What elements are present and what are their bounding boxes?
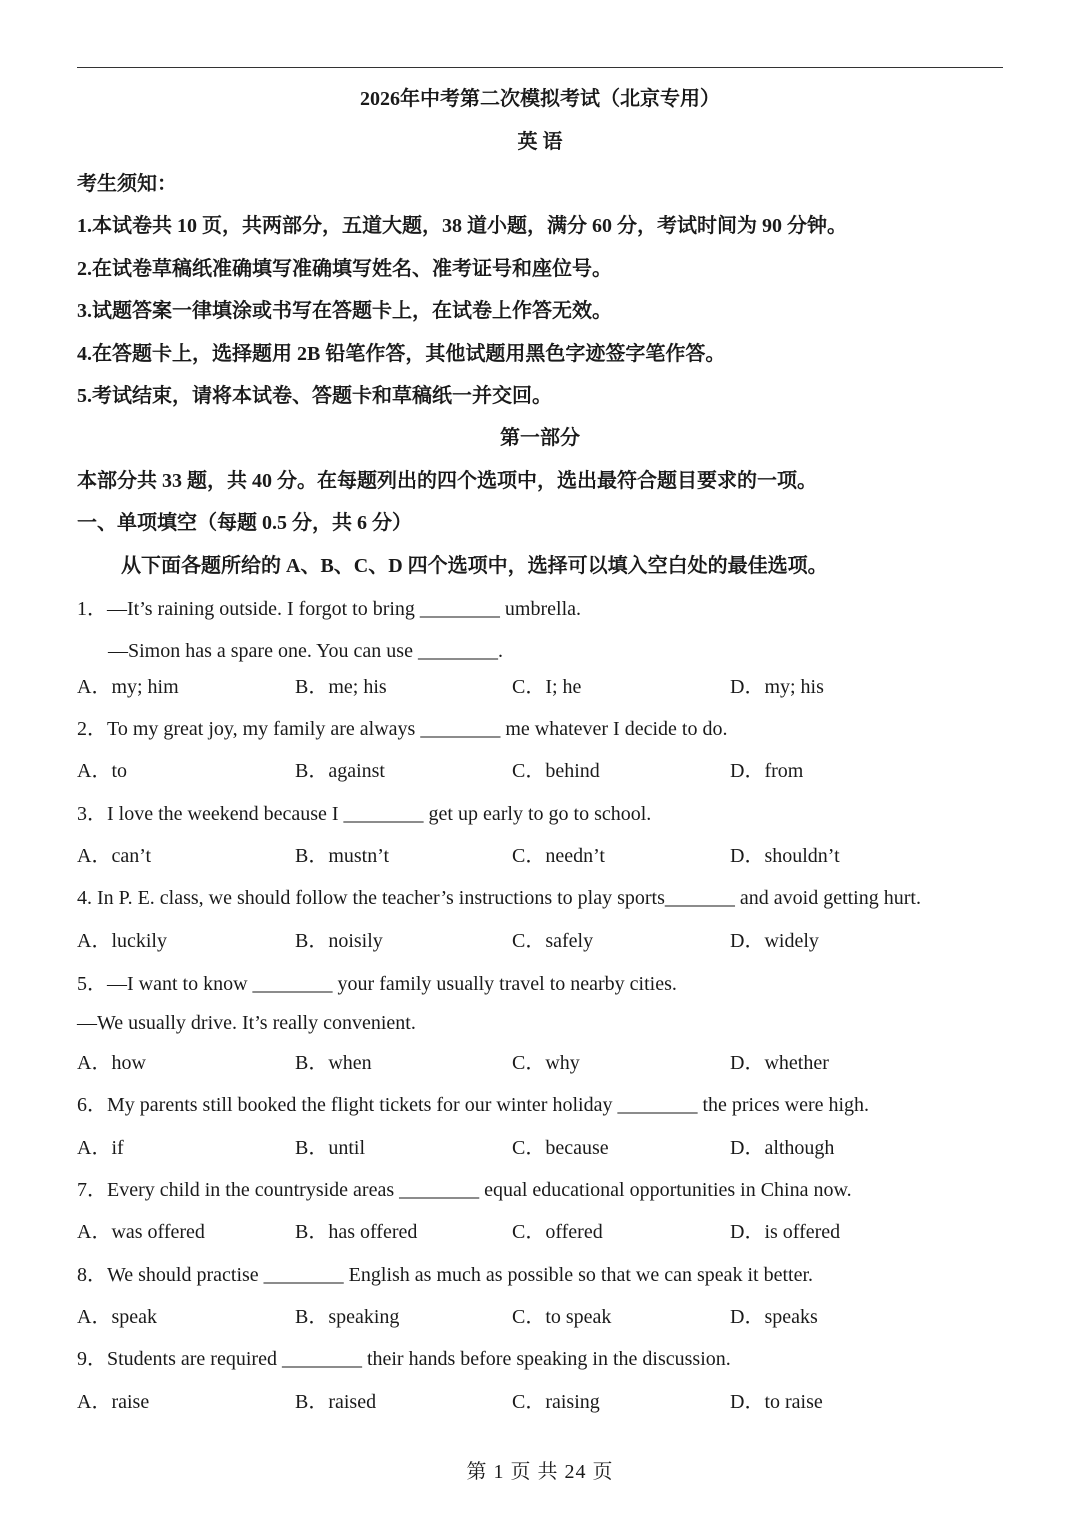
page-number: 第 1 页 共 24 页 bbox=[466, 1461, 614, 1483]
option-a: A．speak bbox=[77, 1306, 157, 1328]
notice-item: 2.在试卷草稿纸准确填写准确填写姓名、准考证号和座位号。 bbox=[77, 258, 612, 280]
part-title: 第一部分 bbox=[500, 427, 580, 449]
option-a: A．can’t bbox=[77, 845, 152, 867]
option-b: B．until bbox=[295, 1137, 366, 1159]
option-a: A．my; him bbox=[77, 676, 179, 698]
option-b: B．noisily bbox=[295, 930, 383, 952]
option-c: C．needn’t bbox=[512, 845, 605, 867]
header-rule bbox=[77, 67, 1003, 68]
option-d: D．although bbox=[730, 1137, 835, 1159]
notice-item: 3.试题答案一律填涂或书写在答题卡上，在试卷上作答无效。 bbox=[77, 300, 612, 322]
option-c: C．because bbox=[512, 1137, 609, 1159]
option-a: A．how bbox=[77, 1052, 146, 1074]
option-b: B．has offered bbox=[295, 1221, 418, 1243]
option-c: C．raising bbox=[512, 1391, 600, 1413]
question-stem: 2．To my great joy, my family are always ________ me whatever I decide to do. bbox=[77, 718, 728, 740]
section-instruction: 从下面各题所给的 A、B、C、D 四个选项中，选择可以填入空白处的最佳选项。 bbox=[121, 555, 828, 577]
subject-title: 英 语 bbox=[517, 131, 563, 153]
option-a: A．luckily bbox=[77, 930, 167, 952]
notice-heading: 考生须知： bbox=[77, 173, 177, 195]
part-description: 本部分共 33 题，共 40 分。在每题列出的四个选项中，选出最符合题目要求的一项。 bbox=[77, 470, 817, 492]
question-stem: 8．We should practise ________ English as much as possible so that we can speak it better. bbox=[77, 1264, 814, 1286]
option-c: C．to speak bbox=[512, 1306, 612, 1328]
option-c: C．offered bbox=[512, 1221, 603, 1243]
option-a: A．raise bbox=[77, 1391, 150, 1413]
option-c: C．behind bbox=[512, 760, 600, 782]
question-stem: 4. In P. E. class, we should follow the teacher’s instructions to play sports_______ and avoid getting hurt. bbox=[77, 887, 921, 909]
option-d: D．shouldn’t bbox=[730, 845, 840, 867]
question-stem: 3．I love the weekend because I ________ get up early to go to school. bbox=[77, 803, 652, 825]
option-b: B．mustn’t bbox=[295, 845, 390, 867]
notice-item: 1.本试卷共 10 页，共两部分，五道大题，38 道小题，满分 60 分，考试时间为 90 分钟。 bbox=[77, 215, 847, 237]
question-stem: 1．—It’s raining outside. I forgot to bring ________ umbrella. bbox=[77, 598, 582, 620]
option-b: B．when bbox=[295, 1052, 372, 1074]
notice-item: 5.考试结束，请将本试卷、答题卡和草稿纸一并交回。 bbox=[77, 385, 552, 407]
option-d: D．from bbox=[730, 760, 804, 782]
option-d: D．my; his bbox=[730, 676, 824, 698]
question-stem: 5．—I want to know ________ your family usually travel to nearby cities. bbox=[77, 973, 677, 995]
question-stem-reply: —We usually drive. It’s really convenient. bbox=[77, 1012, 416, 1034]
option-c: C．I; he bbox=[512, 676, 582, 698]
option-c: C．safely bbox=[512, 930, 594, 952]
option-a: A．to bbox=[77, 760, 127, 782]
option-b: B．speaking bbox=[295, 1306, 400, 1328]
question-stem: 6．My parents still booked the flight tickets for our winter holiday ________ the prices were high. bbox=[77, 1094, 870, 1116]
question-stem: 7．Every child in the countryside areas ________ equal educational opportunities in China now. bbox=[77, 1179, 852, 1201]
question-stem: 9．Students are required ________ their hands before speaking in the discussion. bbox=[77, 1348, 731, 1370]
section-title: 一、单项填空（每题 0.5 分，共 6 分） bbox=[77, 512, 412, 534]
option-b: B．against bbox=[295, 760, 385, 782]
option-d: D．to raise bbox=[730, 1391, 823, 1413]
notice-item: 4.在答题卡上，选择题用 2B 铅笔作答，其他试题用黑色字迹签字笔作答。 bbox=[77, 343, 726, 365]
option-c: C．why bbox=[512, 1052, 580, 1074]
option-d: D．whether bbox=[730, 1052, 829, 1074]
option-a: A．was offered bbox=[77, 1221, 205, 1243]
option-a: A．if bbox=[77, 1137, 124, 1159]
question-stem-reply: —Simon has a spare one. You can use ________. bbox=[108, 640, 503, 662]
exam-title: 2026年中考第二次模拟考试（北京专用） bbox=[360, 88, 720, 110]
option-d: D．widely bbox=[730, 930, 819, 952]
option-b: B．me; his bbox=[295, 676, 387, 698]
option-b: B．raised bbox=[295, 1391, 377, 1413]
option-d: D．is offered bbox=[730, 1221, 841, 1243]
option-d: D．speaks bbox=[730, 1306, 818, 1328]
